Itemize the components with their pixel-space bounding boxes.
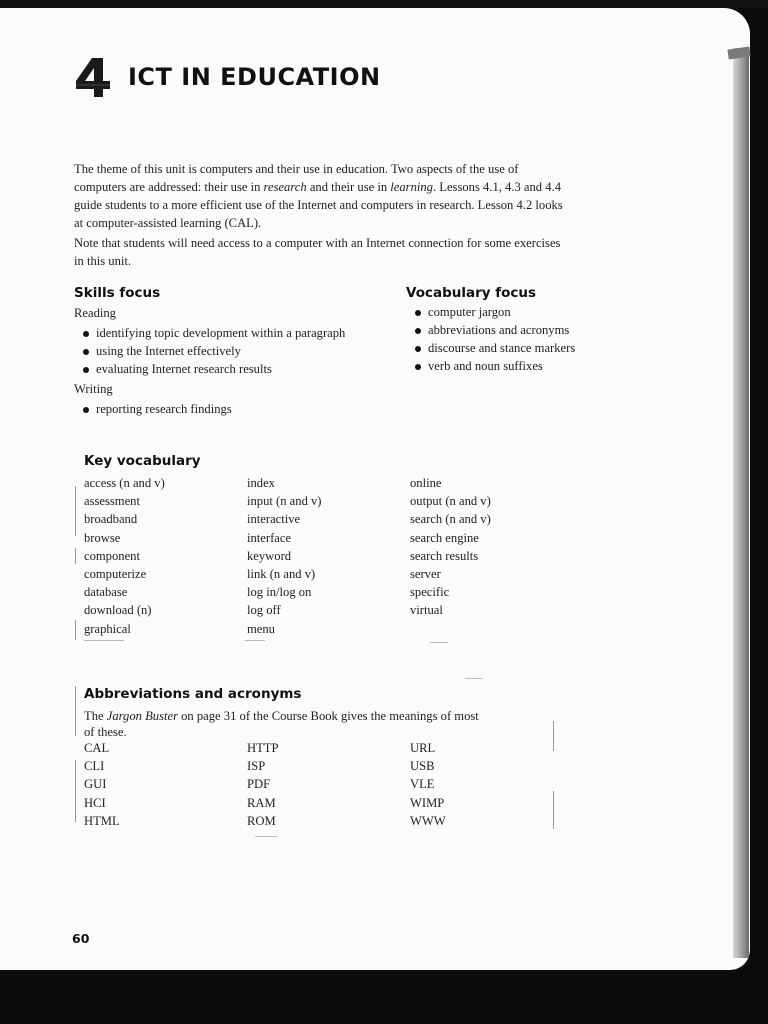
list-item: WIMP	[410, 795, 445, 810]
list-item: GUI	[84, 777, 107, 792]
list-item: download (n)	[84, 603, 152, 618]
list-item: USB	[410, 759, 435, 774]
list-item: database	[84, 585, 128, 600]
list-item: CAL	[84, 741, 110, 755]
list-item: log in/log on	[247, 585, 312, 600]
list-item: abbreviations and acronyms	[406, 321, 575, 339]
scan-artifact	[255, 836, 277, 837]
scan-margin-line	[75, 760, 76, 822]
key-vocabulary-column-3	[410, 474, 491, 620]
book-spine-edge	[733, 48, 749, 958]
list-item: specific	[410, 585, 450, 600]
list-item: search engine	[410, 530, 479, 545]
list-item: ISP	[247, 759, 266, 774]
unit-title: ICT IN EDUCATION	[128, 63, 381, 91]
abbreviations-heading: Abbreviations and acronyms	[84, 686, 302, 702]
bullet-icon	[415, 310, 421, 316]
list-item: discourse and stance markers	[406, 339, 575, 357]
list-item: online	[410, 476, 442, 490]
intro-paragraph-2: Note that students will need access to a computer with an Internet connection for some exercises in this unit.	[74, 236, 561, 268]
abbreviations-column-2	[247, 739, 278, 830]
list-item: search results	[410, 548, 479, 563]
scan-margin-line	[75, 620, 76, 640]
bullet-icon	[83, 407, 89, 413]
list-item: evaluating Internet research results	[74, 360, 345, 378]
writing-label: Writing	[74, 382, 113, 396]
vocabulary-focus-heading: Vocabulary focus	[406, 285, 537, 301]
list-item: RAM	[247, 795, 276, 810]
key-vocabulary-heading: Key vocabulary	[84, 453, 201, 469]
skills-focus-heading: Skills focus	[74, 285, 161, 301]
list-item: keyword	[247, 548, 292, 563]
bullet-icon	[83, 367, 89, 373]
bullet-icon	[83, 349, 89, 355]
list-item: using the Internet effectively	[74, 342, 345, 360]
list-item: graphical	[84, 621, 131, 636]
scan-margin-line	[553, 721, 554, 751]
list-item: CLI	[84, 759, 105, 774]
page-number: 60	[72, 931, 90, 946]
scan-margin-line	[75, 548, 76, 564]
abbreviations-column-3	[410, 739, 446, 830]
list-item: interface	[247, 530, 292, 545]
list-item: identifying topic development within a paragraph	[74, 324, 345, 342]
list-item: ROM	[247, 813, 276, 828]
list-item: server	[410, 566, 441, 581]
scan-margin-line	[553, 791, 554, 829]
scan-margin-line	[75, 686, 76, 736]
writing-list	[74, 400, 232, 418]
list-item: access (n and v)	[84, 476, 165, 490]
key-vocabulary-column-1	[84, 474, 165, 638]
document-page	[0, 8, 750, 970]
list-item: VLE	[410, 777, 435, 792]
abbreviations-column-1	[84, 739, 120, 830]
abbreviations-intro: The Jargon Buster on page 31 of the Course Book gives the meanings of most of these.	[84, 709, 479, 739]
list-item: input (n and v)	[247, 494, 322, 509]
scan-top-border	[0, 0, 768, 8]
scan-artifact	[430, 642, 448, 643]
list-item: URL	[410, 741, 436, 755]
list-item: broadband	[84, 512, 138, 527]
list-item: verb and noun suffixes	[406, 357, 575, 375]
intro-paragraph-1: The theme of this unit is computers and their use in education. Two aspects of the use of computers are addressed: their use in research and their use in learning. Lessons 4.1, 4.3 and 4.4 guide students to a more efficient use of the Internet and computers in research. Lesson 4.2 looks at computer-assisted learning (CAL).	[74, 162, 563, 230]
list-item: computer jargon	[406, 303, 575, 321]
list-item: WWW	[410, 813, 446, 828]
key-vocabulary-column-2	[247, 474, 322, 638]
list-item: virtual	[410, 603, 443, 618]
list-item: HTTP	[247, 741, 279, 755]
reading-list	[74, 324, 345, 378]
scan-margin-line	[75, 486, 76, 536]
unit-number-badge	[72, 55, 114, 99]
list-item: HTML	[84, 813, 120, 828]
list-item: output (n and v)	[410, 494, 491, 509]
list-item: PDF	[247, 777, 271, 792]
list-item: log off	[247, 603, 281, 618]
list-item: HCI	[84, 795, 106, 810]
list-item: computerize	[84, 566, 147, 581]
list-item: link (n and v)	[247, 566, 316, 581]
bullet-icon	[415, 346, 421, 352]
list-item: assessment	[84, 494, 140, 509]
scan-artifact	[465, 678, 483, 679]
list-item: interactive	[247, 512, 301, 527]
scan-artifact	[84, 640, 124, 641]
list-item: index	[247, 476, 275, 490]
bullet-icon	[83, 331, 89, 337]
scan-artifact	[245, 640, 265, 641]
list-item: search (n and v)	[410, 512, 491, 527]
list-item: reporting research findings	[74, 400, 232, 418]
vocabulary-focus-list	[406, 303, 575, 375]
reading-label: Reading	[74, 306, 116, 320]
list-item: browse	[84, 530, 121, 545]
intro-text	[74, 160, 564, 272]
bullet-icon	[415, 364, 421, 370]
list-item: menu	[247, 621, 275, 636]
bullet-icon	[415, 328, 421, 334]
list-item: component	[84, 548, 140, 563]
